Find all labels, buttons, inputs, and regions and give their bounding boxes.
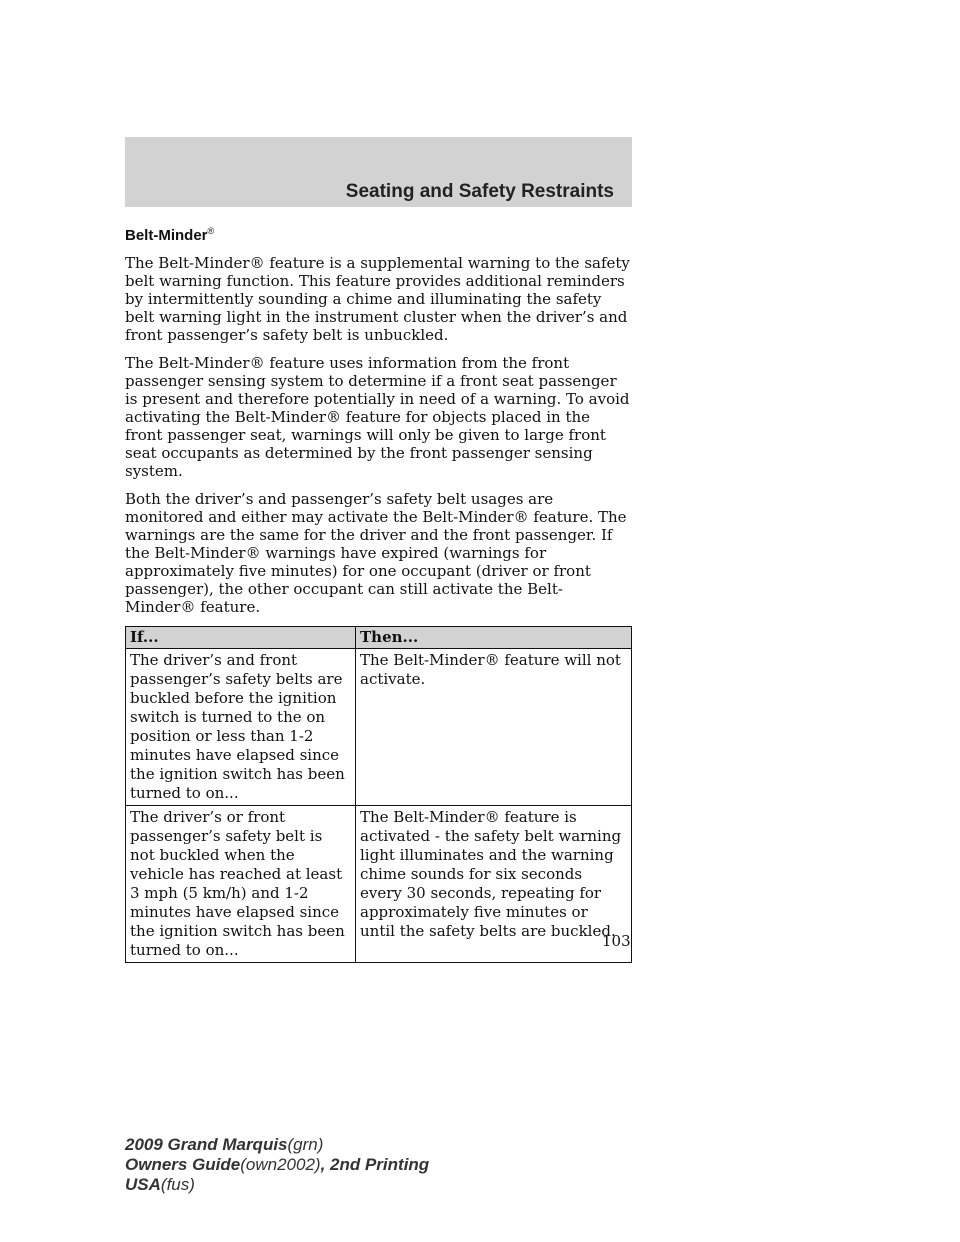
paragraph-3: Both the driver’s and passenger’s safety belt usages are monitored and either may activate the Belt-Minder® feature. The warnings are the same for the driver and the front passenger. If the Belt-Minder® warnings have expired (warnings for approximately five minutes) for one occupant (driver or front passenger), the other occupant can still activate the Belt-Minder® feature. — [125, 490, 627, 616]
table-cell-result: The Belt-Minder® feature is activated - the safety belt warning light illuminates and the warning chime sounds for six seconds every 30 seconds, repeating for approximately five minutes or until the safety belts are buckled. — [356, 806, 632, 963]
footer-printing: , 2nd Printing — [320, 1155, 430, 1174]
table-header-if: If... — [126, 627, 356, 649]
footer-guide-code: (own2002) — [240, 1155, 321, 1174]
paragraph-2: The Belt-Minder® feature uses information from the front passenger sensing system to determine if a front seat passenger is present and therefore potentially in need of a warning. To avoid activating the Belt-Minder® feature for objects placed in the front passenger seat, warnings will only be given to large front seat occupants as determined by the front passenger sensing system. — [125, 354, 630, 480]
header-band — [125, 137, 632, 207]
table-cell-condition: The driver’s or front passenger’s safety belt is not buckled when the vehicle has reached at least 3 mph (5 km/h) and 1-2 minutes have elapsed since the ignition switch has been turned to on... — [126, 806, 356, 963]
section-title-text: Belt-Minder — [125, 227, 208, 244]
table-cell-result: The Belt-Minder® feature will not activate. — [356, 649, 632, 806]
table-cell-condition: The driver’s and front passenger’s safety belts are buckled before the ignition switch is turned to the on position or less than 1-2 minutes have elapsed since the ignition switch has been turned to on... — [126, 649, 356, 806]
paragraph-1: The Belt-Minder® feature is a supplemental warning to the safety belt warning function. This feature provides additional reminders by intermittently sounding a chime and illuminating the safety belt warning light in the instrument cluster when the driver’s and front passenger’s safety belt is unbuckled. — [125, 254, 630, 344]
page-header-title: Seating and Safety Restraints — [345, 181, 614, 202]
footer-model-code: (grn) — [287, 1135, 324, 1154]
main-content — [125, 226, 632, 963]
footer-line-1 — [125, 1135, 429, 1155]
footer-line-2 — [125, 1155, 429, 1175]
footer-model: 2009 Grand Marquis — [125, 1135, 288, 1154]
belt-minder-table — [125, 626, 632, 963]
footer-market-code: (fus) — [160, 1175, 195, 1194]
registered-mark: ® — [207, 226, 215, 236]
footer-guide: Owners Guide — [125, 1155, 241, 1174]
table-row — [126, 806, 632, 963]
table-header-row — [126, 627, 632, 649]
footer-market: USA — [125, 1175, 161, 1194]
section-title — [125, 226, 632, 244]
table-header-then: Then... — [356, 627, 632, 649]
page-number: 103 — [602, 932, 631, 950]
document-footer — [125, 1135, 429, 1195]
footer-line-3 — [125, 1175, 429, 1195]
table-row — [126, 649, 632, 806]
